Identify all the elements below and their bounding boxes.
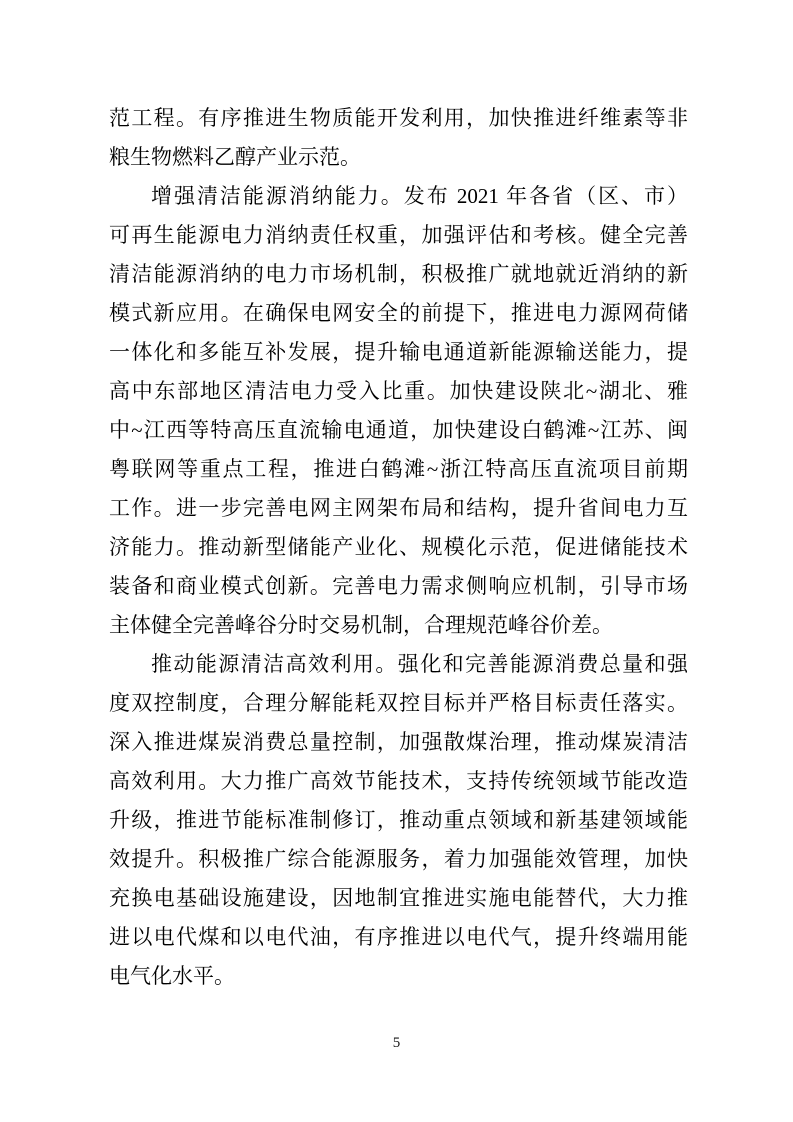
text-line: 粮生物燃料乙醇产业示范。 [109, 145, 361, 169]
text-line: 充换电基础设施建设，因地制宜推进实施电能替代，大力推 [109, 886, 688, 910]
text-line: 效提升。积极推广综合能源服务，着力加强能效管理，加快 [109, 847, 688, 871]
paragraph-clean-energy-consumption [109, 177, 688, 645]
paragraph-efficient-energy-use [109, 645, 688, 996]
text-line: 推动能源清洁高效利用。强化和完善能源消费总量和强 [151, 652, 688, 676]
paragraph-continuation [109, 99, 688, 177]
text-line: 济能力。推动新型储能产业化、规模化示范，促进储能技术 [109, 535, 688, 559]
text-line: 进以电代煤和以电代油，有序推进以电代气，提升终端用能 [109, 925, 688, 949]
text-line: 一体化和多能互补发展，提升输电通道新能源输送能力，提 [109, 340, 688, 364]
text-line: 升级，推进节能标准制修订，推动重点领域和新基建领域能 [109, 808, 688, 832]
text-line: 高中东部地区清洁电力受入比重。加快建设陕北~湖北、雅 [109, 379, 688, 403]
text-line: 深入推进煤炭消费总量控制，加强散煤治理，推动煤炭清洁 [109, 730, 688, 754]
text-line: 模式新应用。在确保电网安全的前提下，推进电力源网荷储 [109, 301, 688, 325]
text-line: 范工程。有序推进生物质能开发利用，加快推进纤维素等非 [109, 106, 688, 130]
document-body [109, 99, 688, 996]
page-number: 5 [392, 1035, 401, 1051]
page-footer [0, 1033, 793, 1053]
text-line: 度双控制度，合理分解能耗双控目标并严格目标责任落实。 [109, 691, 688, 715]
text-line: 主体健全完善峰谷分时交易机制，合理规范峰谷价差。 [109, 613, 613, 637]
text-line: 中~江西等特高压直流输电通道，加快建设白鹤滩~江苏、闽 [109, 418, 688, 442]
text-line: 电气化水平。 [109, 964, 235, 988]
text-line: 高效利用。大力推广高效节能技术，支持传统领域节能改造 [109, 769, 688, 793]
text-line: 装备和商业模式创新。完善电力需求侧响应机制，引导市场 [109, 574, 688, 598]
text-line: 增强清洁能源消纳能力。发布 2021 年各省（区、市） [151, 184, 688, 208]
text-line: 可再生能源电力消纳责任权重，加强评估和考核。健全完善 [109, 223, 688, 247]
text-line: 工作。进一步完善电网主网架布局和结构，提升省间电力互 [109, 496, 688, 520]
text-line: 粤联网等重点工程，推进白鹤滩~浙江特高压直流项目前期 [109, 457, 688, 481]
text-line: 清洁能源消纳的电力市场机制，积极推广就地就近消纳的新 [109, 262, 688, 286]
